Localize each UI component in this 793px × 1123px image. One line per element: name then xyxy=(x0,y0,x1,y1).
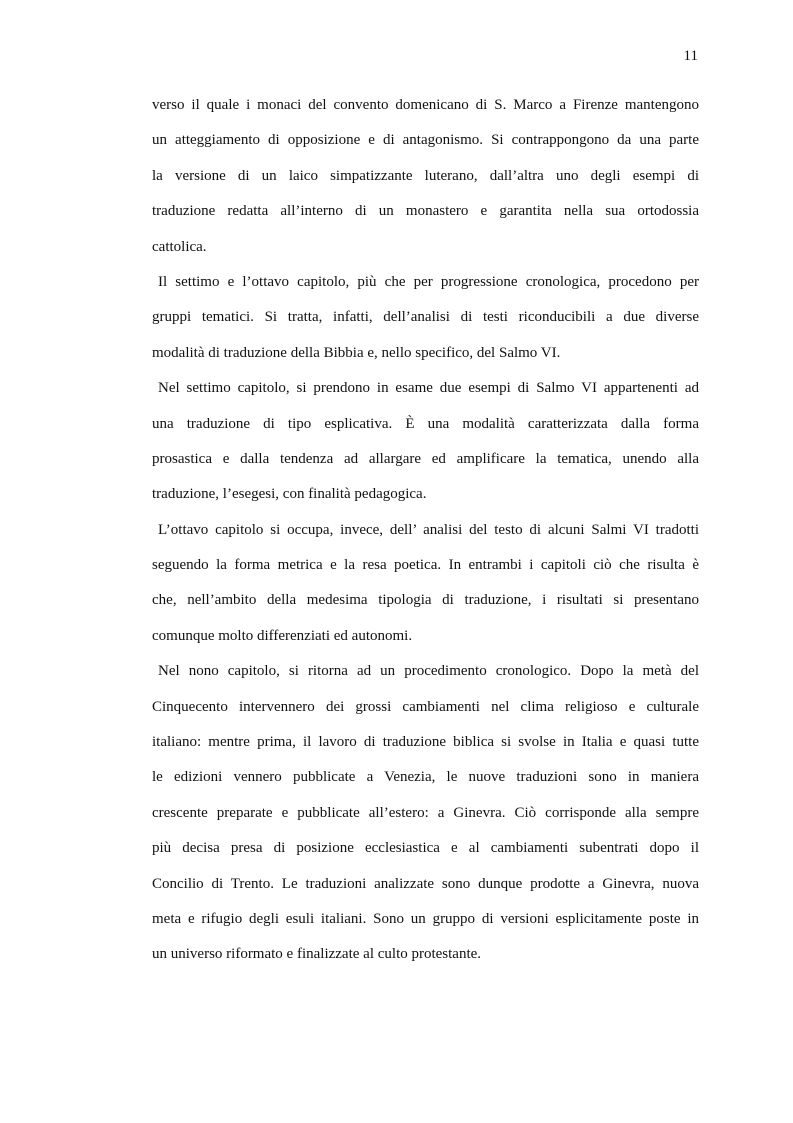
text-line: Concilio di Trento. Le traduzioni analizzate sono dunque prodotte a Ginevra, nuova xyxy=(152,875,699,892)
text-line: cattolica. xyxy=(152,238,207,255)
text-line: le edizioni vennero pubblicate a Venezia, le nuove traduzioni sono in maniera xyxy=(152,769,699,786)
text-line: seguendo la forma metrica e la resa poetica. In entrambi i capitoli ciò che risulta è xyxy=(152,557,699,574)
text-line: un universo riformato e finalizzate al culto protestante. xyxy=(152,946,482,963)
text-line: Il settimo e l’ottavo capitolo, più che per progressione cronologica, procedono per xyxy=(158,273,699,290)
text-line: L’ottavo capitolo si occupa, invece, dell’ analisi del testo di alcuni Salmi VI tradotti xyxy=(158,521,699,538)
text-line: prosastica e dalla tendenza ad allargare ed amplificare la tematica, unendo alla xyxy=(152,450,699,467)
text-line: che, nell’ambito della medesima tipologia di traduzione, i risultati si presentano xyxy=(152,592,699,609)
body-text xyxy=(152,95,699,980)
text-line: Nel nono capitolo, si ritorna ad un procedimento cronologico. Dopo la metà del xyxy=(158,663,699,680)
text-line: gruppi tematici. Si tratta, infatti, dell’analisi di testi riconducibili a due diverse xyxy=(152,309,699,326)
text-line: Cinquecento intervennero dei grossi cambiamenti nel clima religioso e culturale xyxy=(152,698,699,715)
text-line: Nel settimo capitolo, si prendono in esame due esempi di Salmo VI appartenenti ad xyxy=(158,380,699,397)
text-line: una traduzione di tipo esplicativa. È una modalità caratterizzata dalla forma xyxy=(152,415,699,432)
text-line: crescente preparate e pubblicate all’estero: a Ginevra. Ciò corrisponde alla sempre xyxy=(152,804,699,821)
text-line: verso il quale i monaci del convento domenicano di S. Marco a Firenze mantengono xyxy=(152,97,699,113)
text-line: traduzione, l’esegesi, con finalità pedagogica. xyxy=(152,486,427,503)
text-line: italiano: mentre prima, il lavoro di traduzione biblica si svolse in Italia e quasi tutte xyxy=(152,734,699,751)
text-line: traduzione redatta all’interno di un monastero e garantita nella sua ortodossia xyxy=(152,203,699,220)
text-line: un atteggiamento di opposizione e di antagonismo. Si contrappongono da una parte xyxy=(152,132,699,149)
page-number: 11 xyxy=(683,48,698,64)
text-line: modalità di traduzione della Bibbia e, nello specifico, del Salmo VI. xyxy=(152,344,561,361)
text-line: meta e rifugio degli esuli italiani. Sono un gruppo di versioni esplicitamente poste in xyxy=(152,910,699,927)
text-line: più decisa presa di posizione ecclesiastica e al cambiamenti subentrati dopo il xyxy=(152,840,699,857)
text-line: comunque molto differenziati ed autonomi. xyxy=(152,627,413,644)
text-line: la versione di un laico simpatizzante luterano, dall’altra uno degli esempi di xyxy=(152,167,699,184)
